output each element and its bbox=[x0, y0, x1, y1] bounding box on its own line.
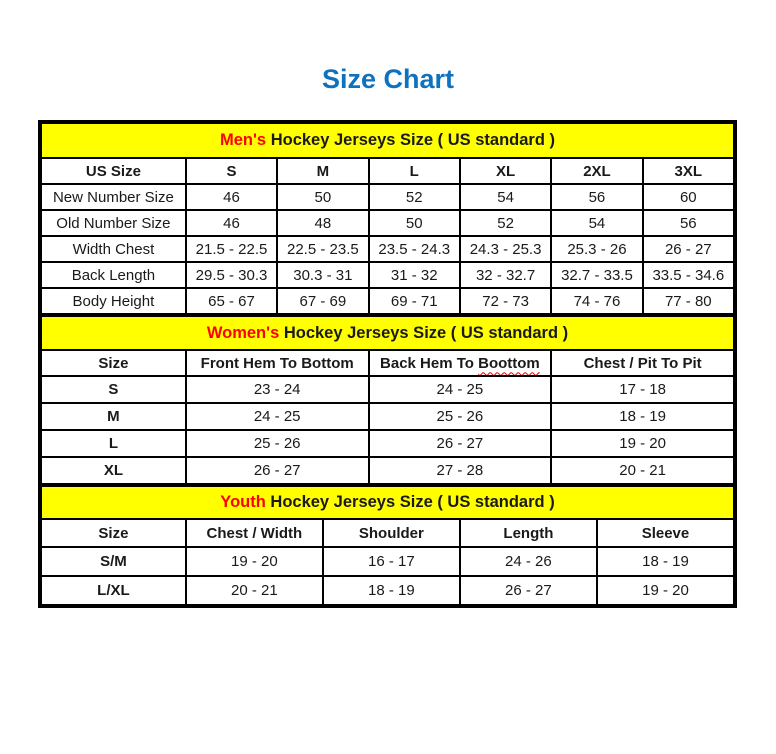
cell: 50 bbox=[369, 210, 460, 236]
row-label: Back Length bbox=[41, 262, 186, 288]
column-header: Size bbox=[41, 519, 186, 547]
column-header: Sleeve bbox=[597, 519, 734, 547]
section-title-highlight: Youth bbox=[220, 493, 266, 511]
cell: 23.5 - 24.3 bbox=[369, 236, 460, 262]
table-row bbox=[41, 288, 734, 314]
cell: 31 - 32 bbox=[369, 262, 460, 288]
column-header bbox=[369, 350, 552, 376]
column-header: Chest / Width bbox=[186, 519, 323, 547]
section-title-highlight: Women's bbox=[206, 323, 280, 342]
column-header: US Size bbox=[41, 158, 186, 184]
row-label: New Number Size bbox=[41, 184, 186, 210]
section-title-rest: Hockey Jerseys Size ( US standard ) bbox=[279, 323, 569, 342]
row-label: S/M bbox=[41, 547, 186, 576]
table-row bbox=[41, 236, 734, 262]
cell: 20 - 21 bbox=[186, 576, 323, 605]
cell: 46 bbox=[186, 184, 277, 210]
row-label: M bbox=[41, 403, 186, 430]
cell: 18 - 19 bbox=[551, 403, 734, 430]
section-title-mens bbox=[41, 123, 734, 158]
section-title-rest: Hockey Jerseys Size ( US standard ) bbox=[266, 131, 555, 149]
cell: 65 - 67 bbox=[186, 288, 277, 314]
row-label: Width Chest bbox=[41, 236, 186, 262]
column-header: XL bbox=[460, 158, 551, 184]
table-row bbox=[41, 184, 734, 210]
cell: 25.3 - 26 bbox=[551, 236, 642, 262]
column-header: L bbox=[369, 158, 460, 184]
misspelled-word: Boottom bbox=[478, 354, 540, 372]
cell: 48 bbox=[277, 210, 368, 236]
column-header: 3XL bbox=[643, 158, 734, 184]
cell: 19 - 20 bbox=[186, 547, 323, 576]
cell: 25 - 26 bbox=[369, 403, 552, 430]
cell: 24 - 25 bbox=[186, 403, 369, 430]
cell: 74 - 76 bbox=[551, 288, 642, 314]
mens-size-table bbox=[40, 122, 735, 315]
cell: 24 - 26 bbox=[460, 547, 597, 576]
cell: 72 - 73 bbox=[460, 288, 551, 314]
table-header-row bbox=[41, 350, 734, 376]
cell: 46 bbox=[186, 210, 277, 236]
column-header: M bbox=[277, 158, 368, 184]
table-row bbox=[41, 262, 734, 288]
row-label: L/XL bbox=[41, 576, 186, 605]
cell: 24.3 - 25.3 bbox=[460, 236, 551, 262]
cell: 21.5 - 22.5 bbox=[186, 236, 277, 262]
section-header-womens bbox=[41, 316, 734, 350]
table-row bbox=[41, 376, 734, 403]
cell: 18 - 19 bbox=[597, 547, 734, 576]
column-header: Length bbox=[460, 519, 597, 547]
cell: 29.5 - 30.3 bbox=[186, 262, 277, 288]
section-header-youth bbox=[41, 486, 734, 519]
cell: 19 - 20 bbox=[597, 576, 734, 605]
size-chart-tables bbox=[38, 120, 737, 608]
womens-size-table bbox=[40, 315, 735, 485]
cell: 26 - 27 bbox=[460, 576, 597, 605]
cell: 56 bbox=[643, 210, 734, 236]
section-title-highlight: Men's bbox=[220, 131, 267, 149]
cell: 18 - 19 bbox=[323, 576, 460, 605]
section-title-youth bbox=[41, 486, 734, 519]
page-title: Size Chart bbox=[321, 64, 455, 94]
section-title-womens bbox=[41, 316, 734, 350]
cell: 32 - 32.7 bbox=[460, 262, 551, 288]
cell: 22.5 - 23.5 bbox=[277, 236, 368, 262]
row-label: XL bbox=[41, 457, 186, 484]
cell: 26 - 27 bbox=[643, 236, 734, 262]
cell: 52 bbox=[369, 184, 460, 210]
row-label: Body Height bbox=[41, 288, 186, 314]
cell: 26 - 27 bbox=[369, 430, 552, 457]
cell: 30.3 - 31 bbox=[277, 262, 368, 288]
table-header-row bbox=[41, 158, 734, 184]
table-row bbox=[41, 403, 734, 430]
cell: 16 - 17 bbox=[323, 547, 460, 576]
column-header: Chest / Pit To Pit bbox=[551, 350, 734, 376]
cell: 25 - 26 bbox=[186, 430, 369, 457]
cell: 20 - 21 bbox=[551, 457, 734, 484]
cell: 69 - 71 bbox=[369, 288, 460, 314]
cell: 52 bbox=[460, 210, 551, 236]
cell: 50 bbox=[277, 184, 368, 210]
cell: 24 - 25 bbox=[369, 376, 552, 403]
table-row bbox=[41, 547, 734, 576]
cell: 54 bbox=[551, 210, 642, 236]
cell: 26 - 27 bbox=[186, 457, 369, 484]
cell: 56 bbox=[551, 184, 642, 210]
row-label: S bbox=[41, 376, 186, 403]
row-label: L bbox=[41, 430, 186, 457]
cell: 19 - 20 bbox=[551, 430, 734, 457]
column-header: Shoulder bbox=[323, 519, 460, 547]
column-header: Front Hem To Bottom bbox=[186, 350, 369, 376]
cell: 23 - 24 bbox=[186, 376, 369, 403]
cell: 17 - 18 bbox=[551, 376, 734, 403]
cell: 54 bbox=[460, 184, 551, 210]
table-row bbox=[41, 430, 734, 457]
cell: 27 - 28 bbox=[369, 457, 552, 484]
cell: 77 - 80 bbox=[643, 288, 734, 314]
cell: 32.7 - 33.5 bbox=[551, 262, 642, 288]
table-row bbox=[41, 210, 734, 236]
table-header-row bbox=[41, 519, 734, 547]
cell: 33.5 - 34.6 bbox=[643, 262, 734, 288]
section-title-rest: Hockey Jerseys Size ( US standard ) bbox=[265, 493, 555, 511]
column-header-text: Back Hem To bbox=[380, 354, 479, 372]
cell: 60 bbox=[643, 184, 734, 210]
column-header: Size bbox=[41, 350, 186, 376]
cell: 67 - 69 bbox=[277, 288, 368, 314]
youth-size-table bbox=[40, 485, 735, 606]
column-header: S bbox=[186, 158, 277, 184]
table-row bbox=[41, 457, 734, 484]
section-header-mens bbox=[41, 123, 734, 158]
row-label: Old Number Size bbox=[41, 210, 186, 236]
column-header: 2XL bbox=[551, 158, 642, 184]
table-row bbox=[41, 576, 734, 605]
